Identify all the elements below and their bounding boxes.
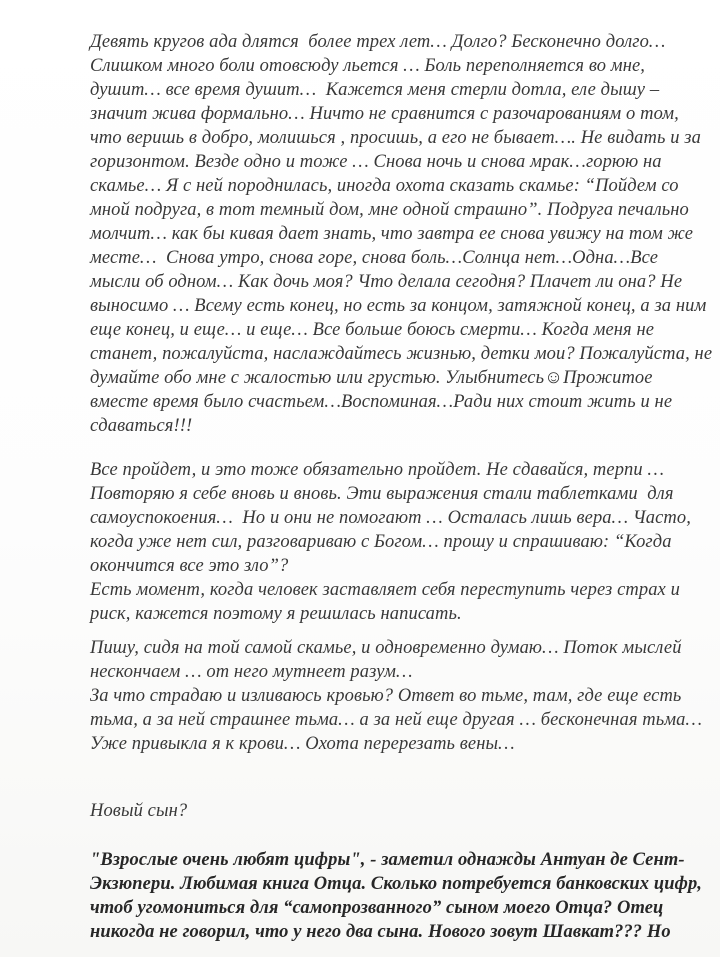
- text-line: когда уже нет сил, разговариваю с Богом… прошу и спрашиваю: “Когда: [90, 532, 672, 552]
- text-line: еще конец, и еще… и еще… Все больше боюсь смерти… Когда меня не: [90, 320, 655, 340]
- paragraph-adults-love-numbers: [90, 848, 703, 944]
- text-line: нескончаем … от него мутнеет разум…: [90, 662, 413, 682]
- text-line: окончится все это зло”?: [90, 556, 289, 576]
- text-line: скамье… Я с ней породнилась, иногда охота сказать скамье: “Пойдем со: [90, 176, 679, 196]
- text-line: Все пройдет, и это тоже обязательно пройдет. Не сдавайся, терпи …: [90, 460, 665, 480]
- text-line: Новый сын?: [90, 801, 188, 821]
- text-line: станет, пожалуйста, наслаждайтесь жизнью, детки мои? Пожалуйста, не: [90, 344, 713, 364]
- text-line: самоуспокоения… Но и они не помогают … Осталась лишь вера… Часто,: [90, 508, 691, 528]
- text-line: выносимо … Всему есть конец, но есть за концом, затяжной конец, а за ним: [90, 296, 707, 316]
- heading-new-son: [90, 799, 680, 823]
- text-line: Экзюпери. Любимая книга Отца. Сколько потребуется банковских цифр,: [90, 874, 703, 894]
- text-line: тьма, а за ней страшнее тьма… а за ней еще другая … бесконечная тьма…: [90, 710, 703, 730]
- text-line: мной подруга, в тот темный дом, мне одной страшно”. Подруга печально: [90, 200, 689, 220]
- text-line: Есть момент, когда человек заставляет себя переступить через страх и: [90, 580, 680, 600]
- text-line: сдаваться!!!: [90, 416, 193, 436]
- paragraph-everything-passes: [90, 458, 691, 626]
- text-line: молчит… как бы кивая дает знать, что завтра ее снова увижу на том же: [90, 224, 694, 244]
- text-line: Слишком много боли отовсюду льется … Боль переполняется во мне,: [90, 56, 646, 76]
- text-line: Уже привыкла я к крови… Охота перерезать вены…: [90, 734, 515, 754]
- text-line: душит… все время душит… Кажется меня стерли дотла, еле дышу –: [90, 80, 660, 100]
- paragraph-writing-on-bench: [90, 636, 703, 756]
- text-line: За что страдаю и изливаюсь кровью? Ответ во тьме, там, где еще есть: [90, 686, 682, 706]
- text-line: риск, кажется поэтому я решилась написать.: [90, 604, 462, 624]
- text-line: "Взрослые очень любят цифры", - заметил однажды Антуан де Сент-: [90, 850, 685, 870]
- text-line: месте… Снова утро, снова горе, снова боль…Солнца нет…Одна…Все: [90, 248, 659, 268]
- text-line: никогда не говорил, что у него два сына. Нового зовут Шавкат??? Но: [90, 922, 671, 942]
- text-line: значит жива формально… Ничто не сравнится с разочарованиям о том,: [90, 104, 679, 124]
- text-line: думайте обо мне с жалостью или грустью. Улыбнитесь☺Прожитое: [90, 368, 653, 388]
- text-line: Повторяю я себе вновь и вновь. Эти выражения стали таблетками для: [90, 484, 674, 504]
- text-line: Девять кругов ада длятся более трех лет… Долго? Бесконечно долго…: [90, 32, 666, 52]
- paragraph-nine-circles: [90, 30, 713, 438]
- text-line: горизонтом. Везде одно и тоже … Снова ночь и снова мрак…горюю на: [90, 152, 662, 172]
- text-line: мысли об одном… Как дочь моя? Что делала сегодня? Плачет ли она? Не: [90, 272, 683, 292]
- text-line: Пишу, сидя на той самой скамье, и одновременно думаю… Поток мыслей: [90, 638, 682, 658]
- text-line: что веришь в добро, молишься , просишь, а его не бывает…. Не видать и за: [90, 128, 701, 148]
- text-line: чтоб угомониться для “самопрозванного” сыном моего Отца? Отец: [90, 898, 664, 918]
- document-text: [90, 30, 713, 944]
- text-line: вместе время было счастьем…Воспоминая…Ради них стоит жить и не: [90, 392, 673, 412]
